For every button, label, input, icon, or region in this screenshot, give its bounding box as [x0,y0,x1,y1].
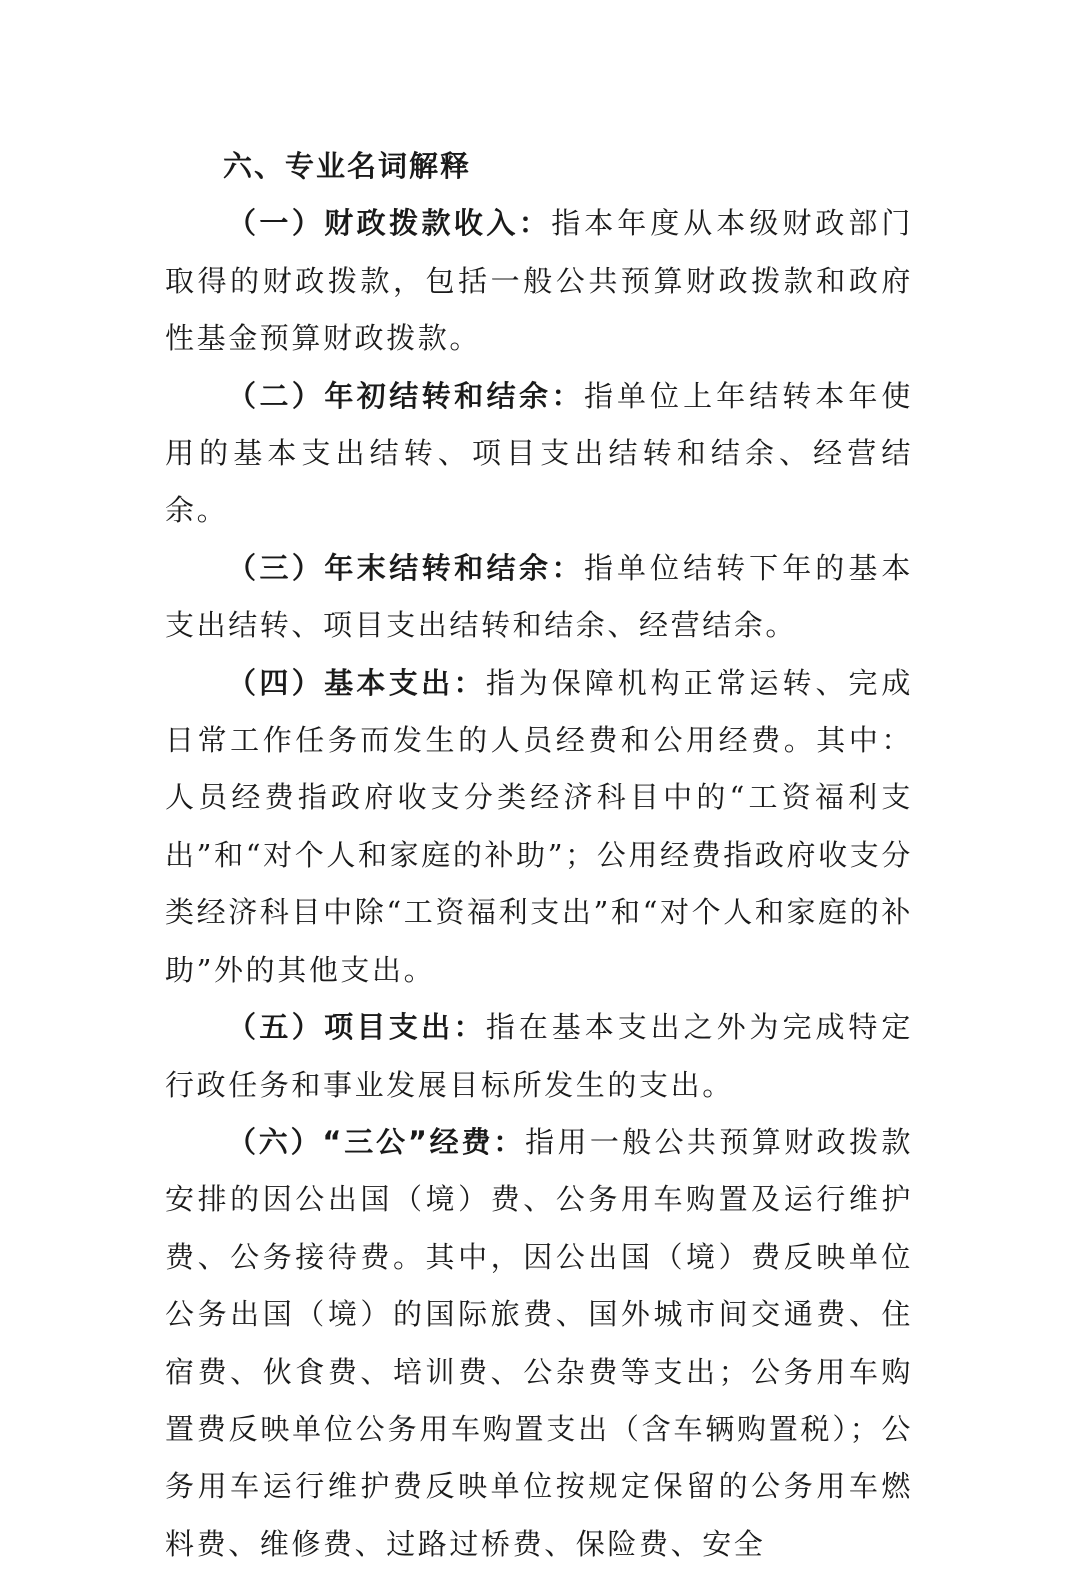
paragraph-beginning-carryover [165,368,913,540]
term-definition: 指在基本支出之外为完成特定行政任务和事业发展目标所发生的支出。 [165,1010,913,1102]
term-label: （六）“三公”经费： [227,1124,526,1159]
term-label: （四）基本支出： [227,665,486,700]
term-definition: 指用一般公共预算财政拨款安排的因公出国（境）费、公务用车购置及运行维护费、公务接待费。其中，因公出国（境）费反映单位公务出国（境）的国际旅费、国外城市间交通费、住宿费、伙食费、培训费、公杂费等支出；公务用车购置费反映单位公务用车购置支出（含车辆购置税）；公务用车运行维护费反映单位按规定保留的公务用车燃料费、维修费、过路过桥费、保险费、安全 [165,1124,913,1561]
term-label: （五）项目支出： [227,1010,486,1045]
paragraph-fiscal-appropriation-income [165,195,913,367]
term-definition: 指本年度从本级财政部门取得的财政拨款，包括一般公共预算财政拨款和政府性基金预算财政拨款。 [165,206,913,356]
term-label: （一）财政拨款收入： [227,206,552,241]
term-definition: 指单位结转下年的基本支出结转、项目支出结转和结余、经营结余。 [165,550,913,643]
term-definition: 指为保障机构正常运转、完成日常工作任务而发生的人员经费和公用经费。其中：人员经费指政府收支分类经济科目中的“工资福利支出”和“对个人和家庭的补助”；公用经费指政府收支分类经济科目中除“工资福利支出”和“对个人和家庭的补助”外的其他支出。 [165,665,913,987]
section-heading: 六、专业名词解释 [223,149,472,183]
document-body [165,138,913,1573]
paragraph-three-public-expenses [165,1114,913,1573]
paragraph-basic-expenditure [165,655,913,999]
term-definition: 指单位上年结转本年使用的基本支出结转、项目支出结转和结余、经营结余。 [165,378,913,528]
paragraph-year-end-carryover [165,540,913,655]
term-label: （三）年末结转和结余： [227,550,584,585]
paragraph-project-expenditure [165,999,913,1114]
term-label: （二）年初结转和结余： [227,378,584,413]
